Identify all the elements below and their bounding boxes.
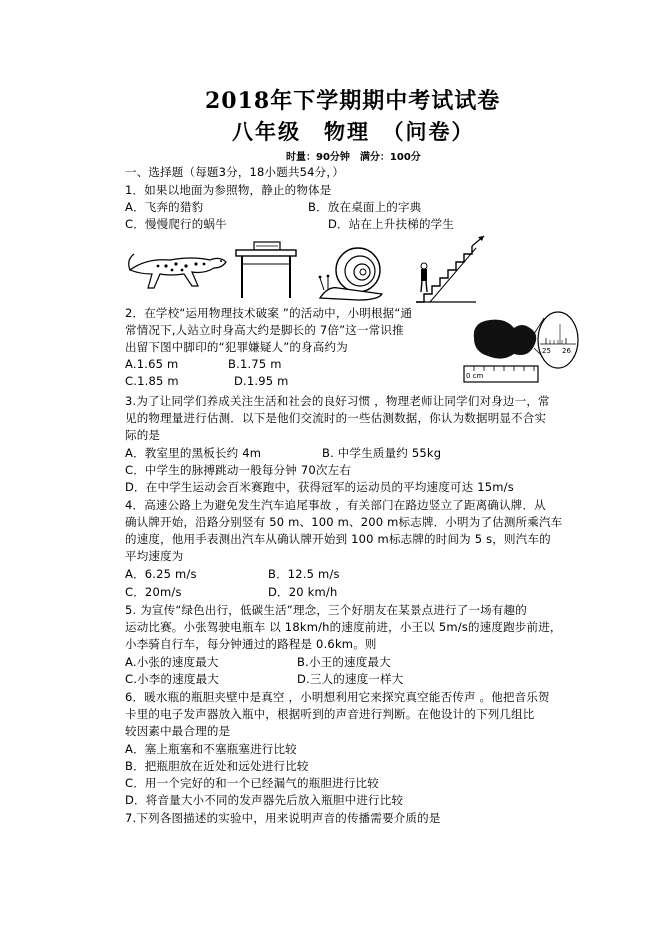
q5-option-a: A.小张的速度最大 <box>125 655 219 669</box>
q6-option-b: B．把瓶胆放在近处和远处进行比较 <box>125 759 309 773</box>
q4-line-3: 的速度，他用手表测出汽车从确认牌开始到 100 m标志牌的时间为 5 s，则汽车的 <box>125 532 551 546</box>
q4-line-1: 4．高速公路上为避免发生汽车追尾事故 ，有关部门在路边竖立了距离确认牌．从 <box>125 498 546 512</box>
q5-option-c: C.小李的速度最大 <box>125 672 219 686</box>
q4-option-b: B．12.5 m/s <box>268 567 340 581</box>
q3-line-2: 见的物理量进行估测．以下是他们交流时的一些估测数据，你认为数据明显不合实 <box>125 411 547 425</box>
q1-option-b: B．放在桌面上的字典 <box>308 200 422 214</box>
q1-option-d: D．站在上升扶梯的学生 <box>328 217 455 231</box>
q5-option-b: B.小王的速度最大 <box>297 655 391 669</box>
ruler-26-label: 26 <box>562 347 571 355</box>
exam-subtitle: 八年级 物理 （问卷） <box>232 119 475 144</box>
q3-option-d: D．在中学生运动会百米赛跑中，获得冠军的运动员的平均速度可达 15m/s <box>125 480 514 494</box>
q2-option-a: A.1.65 m <box>125 357 179 371</box>
q3-option-c: C．中学生的脉搏跳动一般每分钟 70次左右 <box>125 463 352 477</box>
exam-title: 2018年下学期期中考试试卷 <box>205 88 501 114</box>
q4-line-4: 平均速度为 <box>125 549 184 563</box>
q5-option-d: D.三人的速度一样大 <box>297 672 404 686</box>
q1-stem: 1．如果以地面为参照物，静止的物体是 <box>125 183 332 197</box>
q6-option-c: C．用一个完好的和一个已经漏气的瓶胆进行比较 <box>125 776 379 790</box>
q2-option-b: B.1.75 m <box>228 357 282 371</box>
q2-option-d: D.1.95 m <box>234 374 289 388</box>
ruler-zero-label: 0 cm <box>466 372 484 380</box>
table-with-dictionary-figure <box>234 238 298 300</box>
q6-line-2: 卡里的电子发声器放入瓶中，根据听到的声音进行判断。在他设计的下列几组比 <box>125 707 535 721</box>
q2-line-2: 常情况下,人站立时身高大约是脚长的 7倍”这一常识推 <box>125 323 404 337</box>
q6-line-3: 较因素中最合理的是 <box>125 724 231 738</box>
exam-meta: 时量：90分钟 满分：100分 <box>286 152 421 163</box>
q4-line-2: 确认牌开始，沿路分别竖有 50 m、100 m、200 m标志牌．小明为了估测所乘汽车 <box>125 515 563 529</box>
q4-option-a: A．6.25 m/s <box>125 567 197 581</box>
q3-option-b: B. 中学生质量约 55kg <box>322 446 442 460</box>
q7-stem: 7.下列各图描述的实验中，用来说明声音的传播需要介质的是 <box>125 811 441 825</box>
q2-line-1: 2．在学校“运用物理技术破案 ”的活动中，小明根据“通 <box>125 306 413 320</box>
q2-line-3: 出留下图中脚印的“犯罪嫌疑人”的身高约为 <box>125 340 348 354</box>
q6-option-a: A．塞上瓶塞和不塞瓶塞进行比较 <box>125 742 297 756</box>
cheetah-figure <box>126 240 230 292</box>
q6-option-d: D．将音量大小不同的发声器先后放入瓶胆中进行比较 <box>125 793 404 807</box>
q6-line-1: 6．暖水瓶的瓶胆夹壁中是真空 ，小明想利用它来探究真空能否传声 。他把音乐贺 <box>125 690 550 704</box>
escalator-figure <box>416 232 488 304</box>
q3-option-a: A．教室里的黑板长约 4m <box>125 446 262 460</box>
q1-option-a: A．飞奔的猎豹 <box>125 200 204 214</box>
q3-line-1: 3.为了让同学们养成关注生活和社会的良好习惯 ，物理老师让同学们对身边一，常 <box>125 394 550 408</box>
snail-figure <box>318 244 390 302</box>
q3-line-3: 际的是 <box>125 428 161 442</box>
q4-option-d: D．20 km/h <box>268 585 338 599</box>
section-heading: 一、选择题（每题3分，18小题共54分，） <box>125 165 345 179</box>
q5-line-2: 运动比赛。小张驾驶电瓶车 以 18km/h的速度前进，小王以 5m/s的速度跑步前进， <box>125 620 562 634</box>
q1-option-c: C．慢慢爬行的蜗牛 <box>125 217 227 231</box>
footprint-ruler-figure <box>462 304 580 386</box>
q5-line-3: 小李骑自行车，每分钟通过的路程是 0.6km。则 <box>125 637 377 651</box>
q5-line-1: 5. 为宣传“绿色出行，低碳生活”理念，三个好朋友在某景点进行了一场有趣的 <box>125 603 527 617</box>
q4-option-c: C．20m/s <box>125 585 182 599</box>
ruler-25-label: 25 <box>542 347 551 355</box>
q2-option-c: C.1.85 m <box>125 374 179 388</box>
